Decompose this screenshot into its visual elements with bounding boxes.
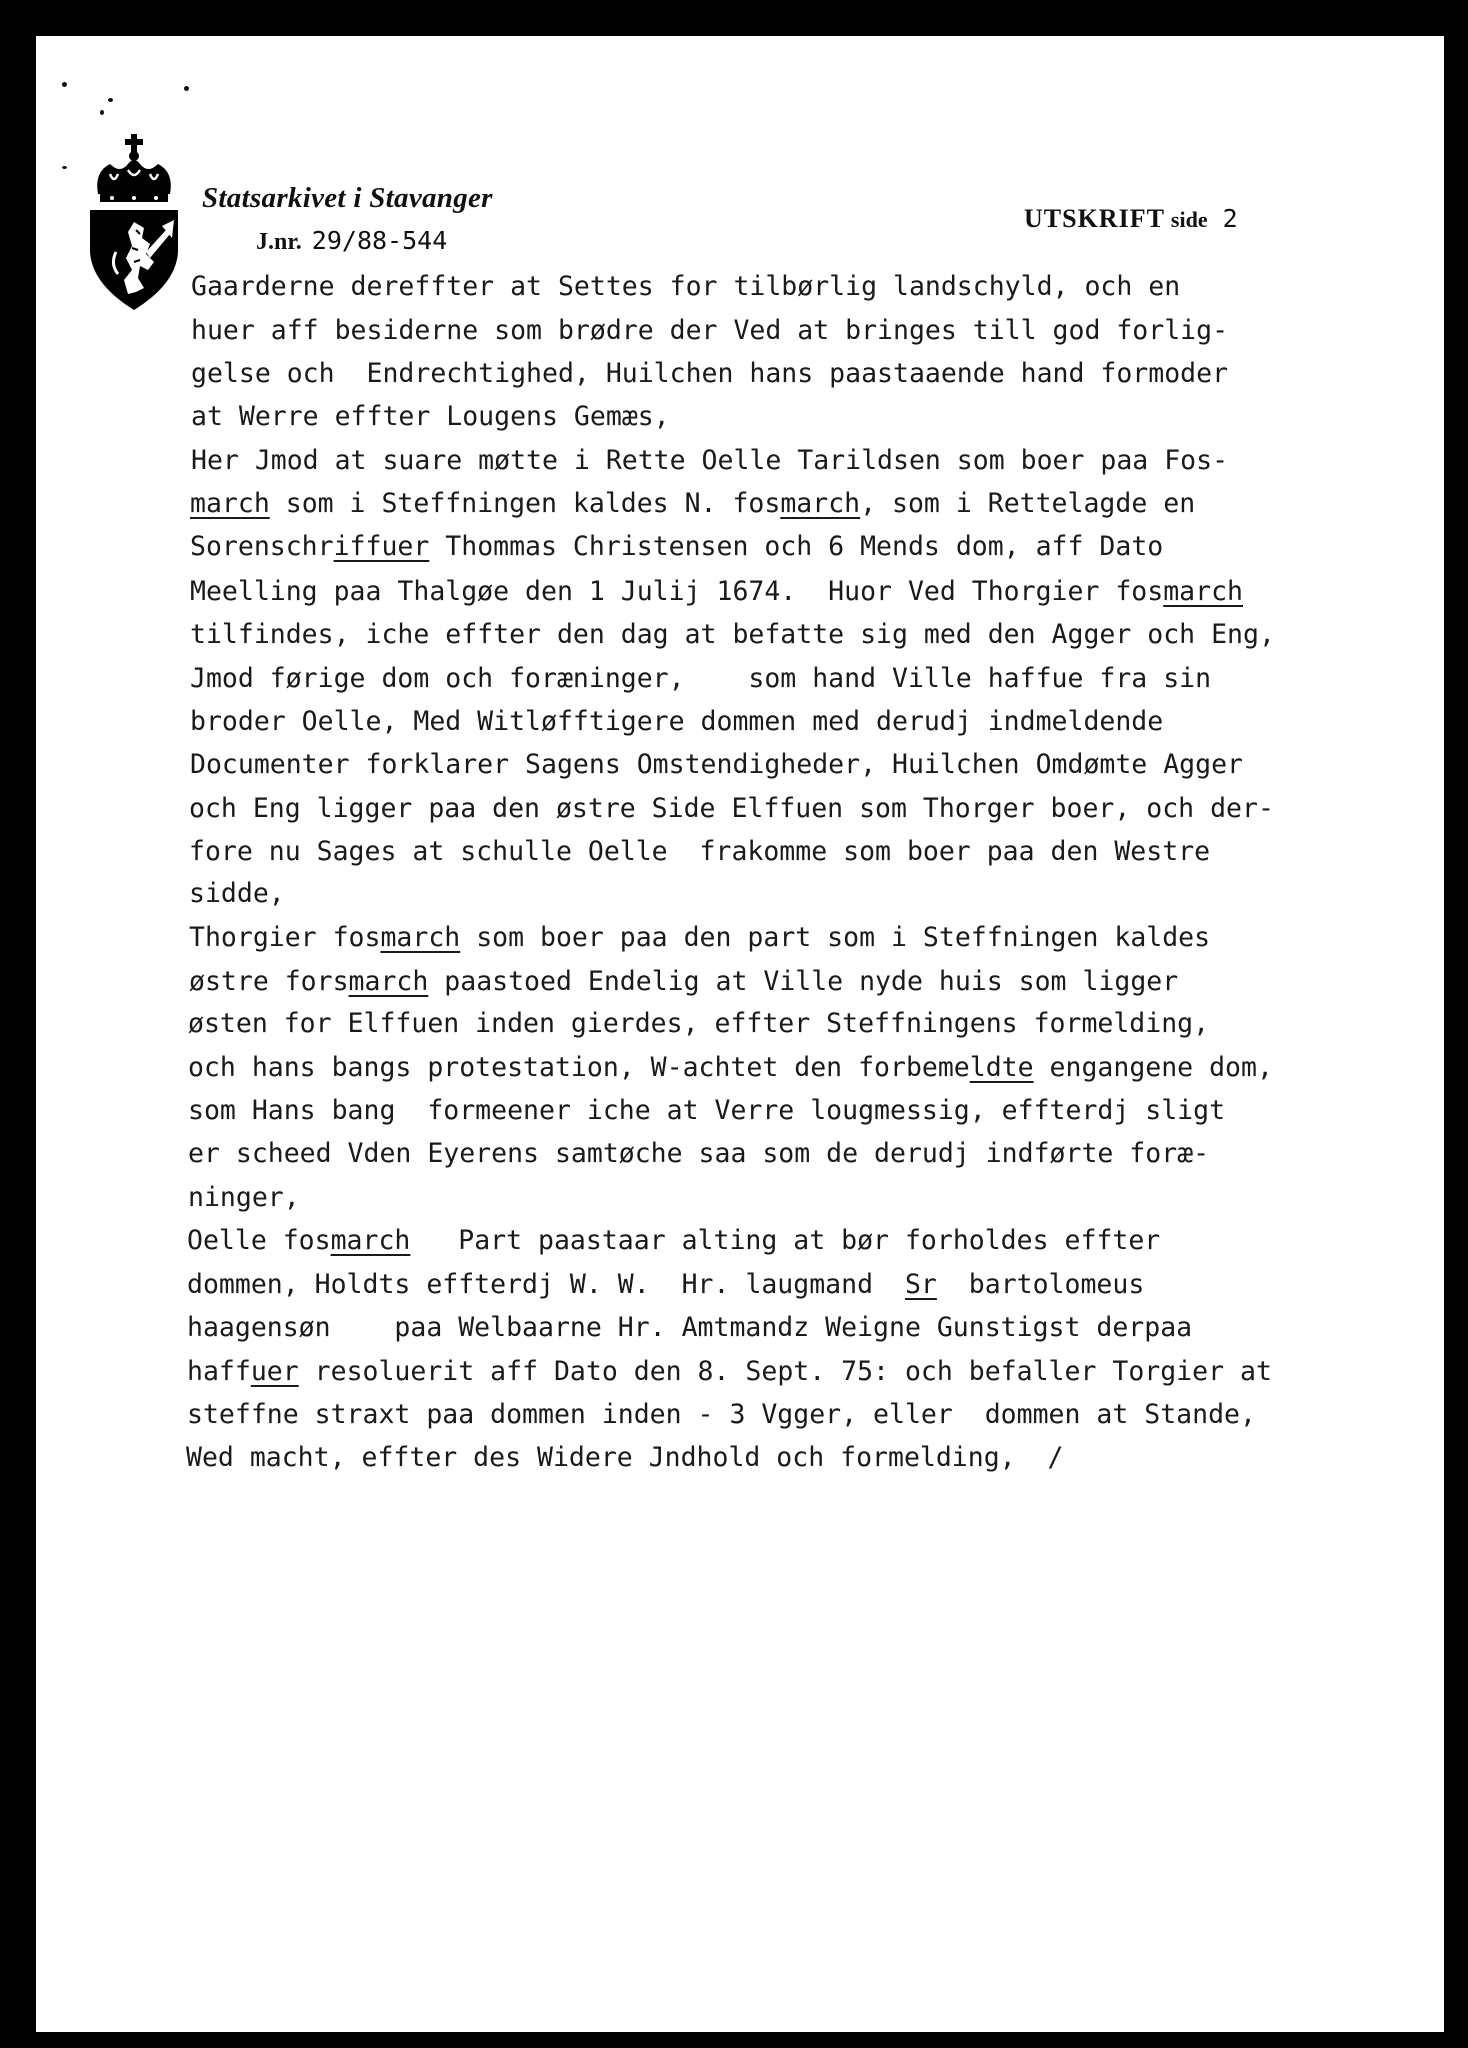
line-text: gelse och Endrechtighed, Huilchen hans paastaaende hand formoder <box>191 358 1229 389</box>
line-text: som boer paa den part som i Steffningen kaldes <box>460 922 1211 953</box>
line-text: som Hans bang formeener iche at Verre lougmessig, effterdj sligt <box>188 1095 1226 1126</box>
line-text: bartolomeus <box>936 1269 1145 1300</box>
line-text: sidde, <box>189 878 285 909</box>
line-text: ninger, <box>188 1182 300 1213</box>
side-label: side <box>1170 207 1208 232</box>
scan-speck <box>62 82 67 87</box>
transcript-line <box>190 620 1275 650</box>
line-text: Oelle fos <box>187 1225 331 1256</box>
line-text: fore nu Sages at schulle Oelle frakomme som boer paa den Westre <box>189 836 1211 867</box>
transcript-line <box>186 1443 1064 1473</box>
scan-speck <box>184 86 189 91</box>
transcript-line <box>187 1226 1160 1256</box>
line-text: Meelling paa Thalgøe den 1 Julij 1674. Huor Ved Thorgier fos <box>190 576 1164 607</box>
scan-speck <box>100 110 104 115</box>
line-text: er scheed Vden Eyerens samtøche saa som de derudj indførte foræ- <box>188 1138 1210 1169</box>
line-text: Documenter forklarer Sagens Omstendigheder, Huilchen Omdømte Agger <box>190 749 1243 780</box>
line-text: engangene dom, <box>1033 1052 1273 1083</box>
scan-speck <box>62 166 67 169</box>
line-text: at Werre effter Lougens Gemæs, <box>191 401 670 432</box>
line-text: huer aff besiderne som brødre der Ved at bringes till god forlig- <box>191 315 1229 346</box>
transcript-line <box>190 664 1211 694</box>
transcript-line <box>191 359 1228 389</box>
transcript-line <box>187 1400 1256 1430</box>
line-text: Sorenschr <box>190 531 334 562</box>
transcript-line <box>191 402 670 432</box>
line-text: Her Jmod at suare møtte i Rette Oelle Tarildsen som boer paa Fos- <box>191 445 1229 476</box>
underlined-text: march <box>190 488 270 519</box>
line-text: østre fors <box>189 966 349 997</box>
line-text: paastoed Endelig at Ville nyde huis som ligger <box>428 966 1179 997</box>
archive-office-name: Statsarkivet i Stavanger <box>202 182 493 214</box>
line-text: broder Oelle, Med Witløfftigere dommen med derudj indmeldende <box>190 706 1164 737</box>
transcript-line <box>190 707 1163 737</box>
line-text: tilfindes, iche effter den dag at befatte sig med den Agger och Eng, <box>190 619 1275 650</box>
line-text: steffne straxt paa dommen inden - 3 Vgger, eller dommen at Stande, <box>187 1399 1256 1430</box>
underlined-text: march <box>330 1225 411 1256</box>
document-page <box>36 36 1444 2032</box>
line-text: Thorgier fos <box>189 922 381 953</box>
transcript-line <box>188 1009 1209 1039</box>
line-text: haagensøn paa Welbaarne Hr. Amtmandz Weigne Gunstigst derpaa <box>187 1312 1193 1343</box>
journal-number-label: J.nr. <box>256 229 302 255</box>
journal-number-value: 29/88-544 <box>311 226 448 255</box>
underlined-text: march <box>1163 576 1243 607</box>
line-text: Gaarderne dereffter at Settes for tilbørlig landschyld, och en <box>191 271 1181 302</box>
transcript-line <box>191 272 1180 302</box>
transcript-line <box>190 489 1195 519</box>
transcript-line <box>189 837 1210 867</box>
underlined-text: Sr <box>904 1269 937 1300</box>
norwegian-coat-of-arms-icon <box>88 134 180 310</box>
underlined-text: march <box>780 488 861 519</box>
transcript-line <box>188 1139 1209 1169</box>
line-text: østen for Elffuen inden gierdes, effter Steffningens formelding, <box>188 1008 1210 1039</box>
line-text: dommen, Holdts effterdj W. W. Hr. laugmand <box>187 1269 905 1300</box>
transcript-page-header <box>1024 204 1238 234</box>
transcript-line <box>190 532 1163 562</box>
line-text: Thommas Christensen och 6 Mends dom, aff Dato <box>429 531 1164 562</box>
line-text: Wed macht, effter des Widere Jndhold och formelding, / <box>186 1442 1064 1473</box>
transcript-line <box>190 750 1243 780</box>
transcript-line <box>189 923 1210 953</box>
scan-speck <box>108 98 113 102</box>
line-text: och Eng ligger paa den østre Side Elffuen som Thorger boer, och der- <box>189 793 1274 824</box>
line-text: Jmod førige dom och foræninger, som hand Ville haffue fra sin <box>190 663 1212 694</box>
underlined-text: march <box>380 922 461 953</box>
underlined-text: uer <box>250 1356 299 1387</box>
underlined-text: ldte <box>969 1052 1034 1083</box>
transcript-line <box>188 1183 300 1213</box>
line-text: haff <box>187 1356 251 1387</box>
transcript-line <box>189 794 1274 824</box>
transcript-line <box>191 316 1228 346</box>
transcript-line <box>187 1313 1192 1343</box>
underlined-text: march <box>348 966 429 997</box>
transcript-line <box>190 577 1243 607</box>
journal-number <box>256 226 447 256</box>
transcript-line <box>188 1053 1273 1083</box>
transcript-label: UTSKRIFT <box>1024 204 1165 233</box>
transcript-line <box>189 967 1178 997</box>
line-text: och hans bangs protestation, W-achtet den forbeme <box>188 1052 970 1083</box>
line-text: som i Steffningen kaldes N. fos <box>269 488 781 519</box>
page-number: 2 <box>1222 204 1238 233</box>
transcript-line <box>188 1096 1225 1126</box>
line-text: Part paastaar alting at bør forholdes effter <box>410 1225 1161 1256</box>
underlined-text: iffuer <box>333 531 430 562</box>
transcript-line <box>187 1357 1272 1387</box>
line-text: , som i Rettelagde en <box>860 488 1196 519</box>
transcript-line <box>187 1270 1144 1300</box>
transcript-line <box>189 879 285 909</box>
line-text: resoluerit aff Dato den 8. Sept. 75: och befaller Torgier at <box>298 1356 1272 1387</box>
transcript-line <box>191 446 1228 476</box>
